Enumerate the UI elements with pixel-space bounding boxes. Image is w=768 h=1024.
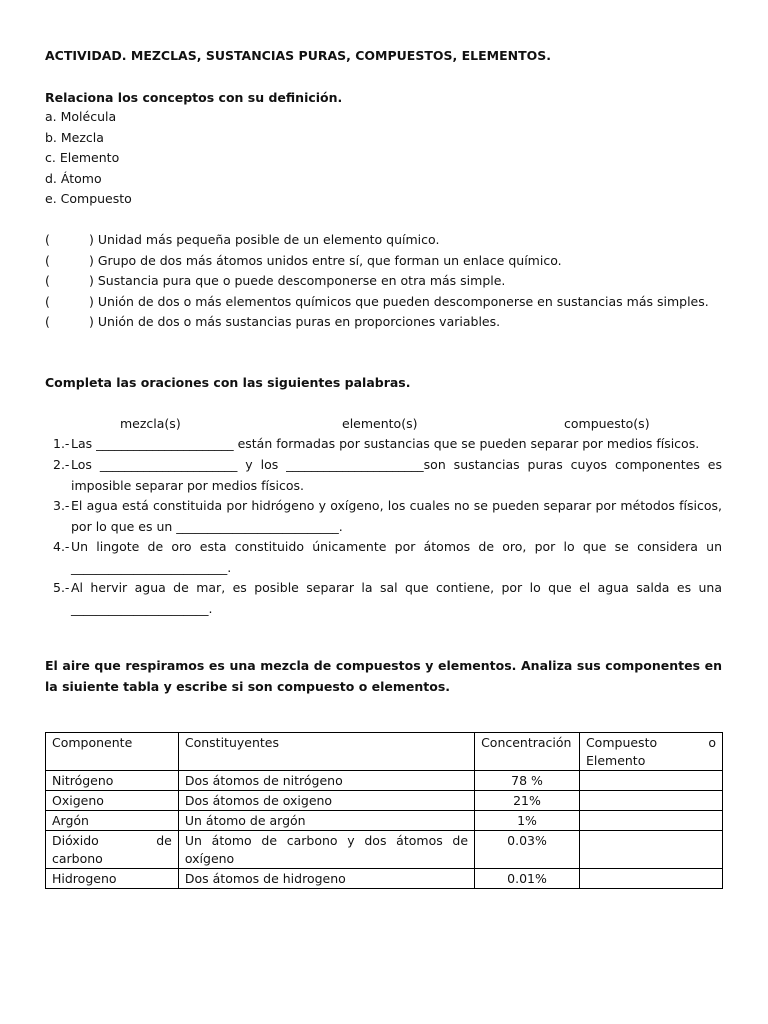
table-header-cell: Componente [46,733,179,771]
concept-item: a. Molécula [45,109,117,124]
table-row [46,869,723,889]
table-row [46,811,723,831]
component-cell: Oxigeno [46,791,179,811]
constituents-cell: Un átomo de argón [178,811,474,831]
concept-item: c. Elemento [45,150,120,165]
header-word: Elemento [585,753,646,768]
word-bank-item: mezcla(s) [120,416,181,431]
answer-blank-paren[interactable]: ( [45,253,50,268]
answer-cell[interactable] [579,771,722,791]
concept-item: b. Mezcla [45,130,104,145]
component-cell: Hidrogeno [46,869,179,889]
constituents-cell: Dos átomos de hidrogeno [178,869,474,889]
answer-cell[interactable] [579,791,722,811]
definition-row [45,271,505,291]
answer-cell[interactable] [579,811,722,831]
definition-row [45,251,562,271]
concept-item: d. Átomo [45,171,102,186]
section1-heading: Relaciona los conceptos con su definición. [45,90,343,105]
item-number: 1.- [53,436,70,451]
item-number: 2.- [53,457,70,472]
fill-in-sentence[interactable]: Un lingote de oro esta constituido únicamente por átomos de oro, por lo que se considera un _________________________. [71,539,722,575]
component-cell: Argón [46,811,179,831]
air-components-table [45,732,723,889]
concentration-cell: 0.01% [475,869,580,889]
fill-in-sentence[interactable]: Al hervir agua de mar, es posible separar la sal que contiene, por lo que el agua salda es una ______________________. [71,580,722,616]
page-title: ACTIVIDAD. MEZCLAS, SUSTANCIAS PURAS, COMPUESTOS, ELEMENTOS. [45,48,551,63]
table-row [46,791,723,811]
section2-heading: Completa las oraciones con las siguientes palabras. [45,375,411,390]
definition-text: ) Unión de dos o más elementos químicos que pueden descomponerse en sustancias más simples. [89,294,709,309]
definition-row [45,292,709,312]
component-cell: Nitrógeno [46,771,179,791]
table-header-cell: Concentración [475,733,580,771]
concentration-cell: 0.03% [475,831,580,869]
word-bank-item: elemento(s) [342,416,418,431]
concentration-cell: 21% [475,791,580,811]
section3-heading: El aire que respiramos es una mezcla de compuestos y elementos. Analiza sus componentes en la siuiente tabla y escribe si son compuesto o elementos. [45,658,722,694]
definition-row [45,230,439,250]
item-number: 3.- [53,498,70,513]
item-number: 4.- [53,539,70,554]
answer-cell[interactable] [579,831,722,869]
answer-cell[interactable] [579,869,722,889]
header-word: o [708,735,716,750]
table-header-cell: Constituyentes [178,733,474,771]
constituents-cell: Dos átomos de nitrógeno [178,771,474,791]
concentration-cell: 1% [475,811,580,831]
answer-blank-paren[interactable]: ( [45,232,50,247]
table-header-cell [579,733,722,771]
word-bank-item: compuesto(s) [564,416,650,431]
definition-text: ) Grupo de dos más átomos unidos entre sí, que forman un enlace químico. [89,253,562,268]
component-cell: Dióxido de carbono [46,831,179,869]
fill-in-sentence[interactable]: Las ______________________ están formadas por sustancias que se pueden separar por medios físicos. [71,436,700,451]
header-compuesto-line [586,734,716,752]
header-word: Compuesto [585,735,658,750]
item-number: 5.- [53,580,70,595]
definition-text: ) Unión de dos o más sustancias puras en proporciones variables. [89,314,501,329]
table-row [46,771,723,791]
concentration-cell: 78 % [475,771,580,791]
answer-blank-paren[interactable]: ( [45,273,50,288]
definition-text: ) Unidad más pequeña posible de un elemento químico. [89,232,440,247]
constituents-cell: Un átomo de carbono y dos átomos de oxígeno [178,831,474,869]
answer-blank-paren[interactable]: ( [45,294,50,309]
constituents-cell: Dos átomos de oxigeno [178,791,474,811]
definition-text: ) Sustancia pura que o puede descomponerse en otra más simple. [89,273,506,288]
answer-blank-paren[interactable]: ( [45,314,50,329]
table-row [46,831,723,869]
fill-in-sentence[interactable]: El agua está constituida por hidrógeno y oxígeno, los cuales no se pueden separar por métodos físicos, por lo que es un __________________________. [71,498,722,534]
table-header-row [46,733,723,771]
definition-row [45,312,500,332]
fill-in-sentence[interactable]: Los ______________________ y los ______________________son sustancias puras cuyos componentes es imposible separar por medios físicos. [71,457,722,493]
concept-item: e. Compuesto [45,191,132,206]
